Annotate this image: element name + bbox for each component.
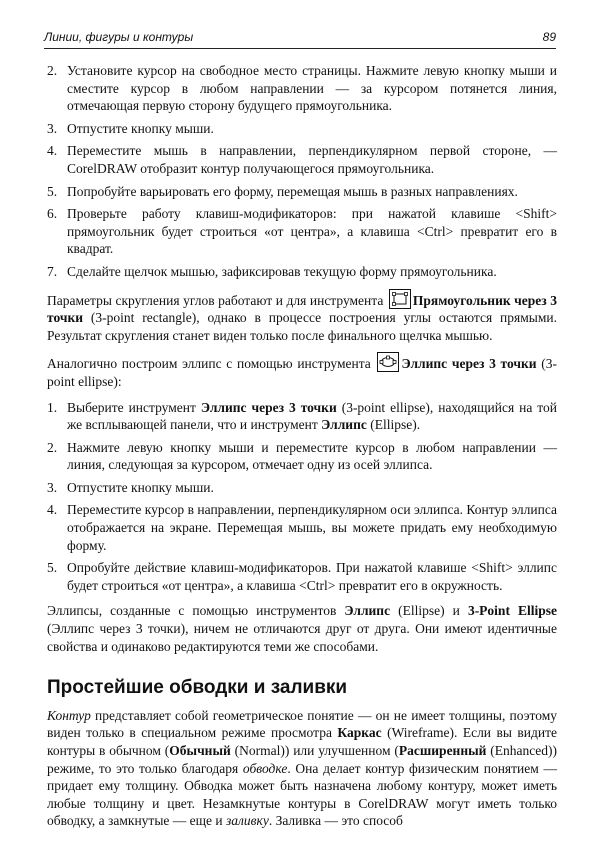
list-item: 1. Выберите инструмент Эллипс через 3 точки (3-point ellipse), находящийся на той же всплывающей панели, что и инструмент Эллипс (Ellipse). [47, 399, 557, 433]
list-item: 2. Нажмите левую кнопку мыши и переместите курсор в любом направлении — линия, следующая за курсором, отмечает одну из осей эллипса. [47, 439, 557, 473]
ellipse-3-point-icon [377, 352, 399, 372]
list-item: 5. Опробуйте действие клавиш-модификаторов. При нажатой клавише <Shift> эллипс будет строиться «от центра», а клавиша <Ctrl> превратит его в окружность. [47, 560, 557, 593]
paragraph-3point-ellipse: Аналогично построим эллипс с помощью инструмента Эллипс через 3 точки (3-point ellipse): [47, 352, 557, 390]
paragraph-strokes-fills: Контур представляет собой геометрическое понятие — он не имеет толщины, поэтому виден только в специальном режиме просмотра Каркас (Wireframe). Если вы видите контуры в обычном (Обычный (Normal)) или улучшенном (Расширенный (Enhanced)) режиме, то это только благодаря обводке. Она делает контур физическим понятием — придает ему толщину. Обводка может быть назначена любому контуру, может иметь любые толщину и цвет. Незамкнутые контуры в CorelDRAW могут иметь только обводку, а замкнутые — еще и заливку. Заливка — это способ [47, 707, 557, 829]
list-item: 7. Сделайте щелчок мышью, зафиксировав текущую форму прямоугольника. [47, 263, 497, 279]
rectangle-3-point-icon [389, 289, 411, 309]
list-item: 2. Установите курсор на свободное место страницы. Нажмите левую кнопку мыши и сместите курсор в любом направлении — за курсором потянется линия, отмечающая первую сторону будущего прямоугольника. [47, 63, 557, 114]
list-item: 3. Отпустите кнопку мыши. [47, 479, 214, 495]
list-item: 5. Попробуйте варьировать его форму, перемещая мышь в разных направлениях. [47, 183, 518, 199]
paragraph-3point-rectangle: Параметры скругления углов работают и для инструмента Прямоугольник через 3 точки (3-point rectangle), однако в процессе построения углы остаются прямыми. Результат скругления станет виден только после финального щелчка мышью. [47, 289, 557, 345]
list-item: 3. Отпустите кнопку мыши. [47, 120, 214, 136]
chapter-title: Линии, фигуры и контуры [44, 30, 194, 44]
page-number: 89 [542, 30, 556, 44]
rectangle-steps-list [47, 62, 557, 281]
list-item: 4. Переместите мышь в направлении, перпендикулярном первой стороне, — CorelDRAW отобразит контур получающегося прямоугольника. [47, 143, 557, 176]
paragraph-ellipse-summary: Эллипсы, созданные с помощью инструментов Эллипс (Ellipse) и 3-Point Ellipse (Эллипс через 3 точки), ничем не отличаются друг от друга. Они имеют идентичные свойства и одинаково редактируются теми же способами. [47, 603, 557, 654]
running-header [44, 28, 556, 49]
list-item: 4. Переместите курсор в направлении, перпендикулярном оси эллипса. Контур эллипса отображается на экране. Перемещая мышь, вы можете придать ему необходимую форму. [47, 502, 557, 553]
section-heading: Простейшие обводки и заливки [47, 677, 348, 699]
list-item: 6. Проверьте работу клавиш-модификаторов: при нажатой клавише <Shift> прямоугольник будет строиться «от центра», а клавиша <Ctrl> превратит его в квадрат. [47, 206, 557, 257]
ellipse-steps-list [47, 399, 557, 595]
page-content [47, 62, 557, 838]
